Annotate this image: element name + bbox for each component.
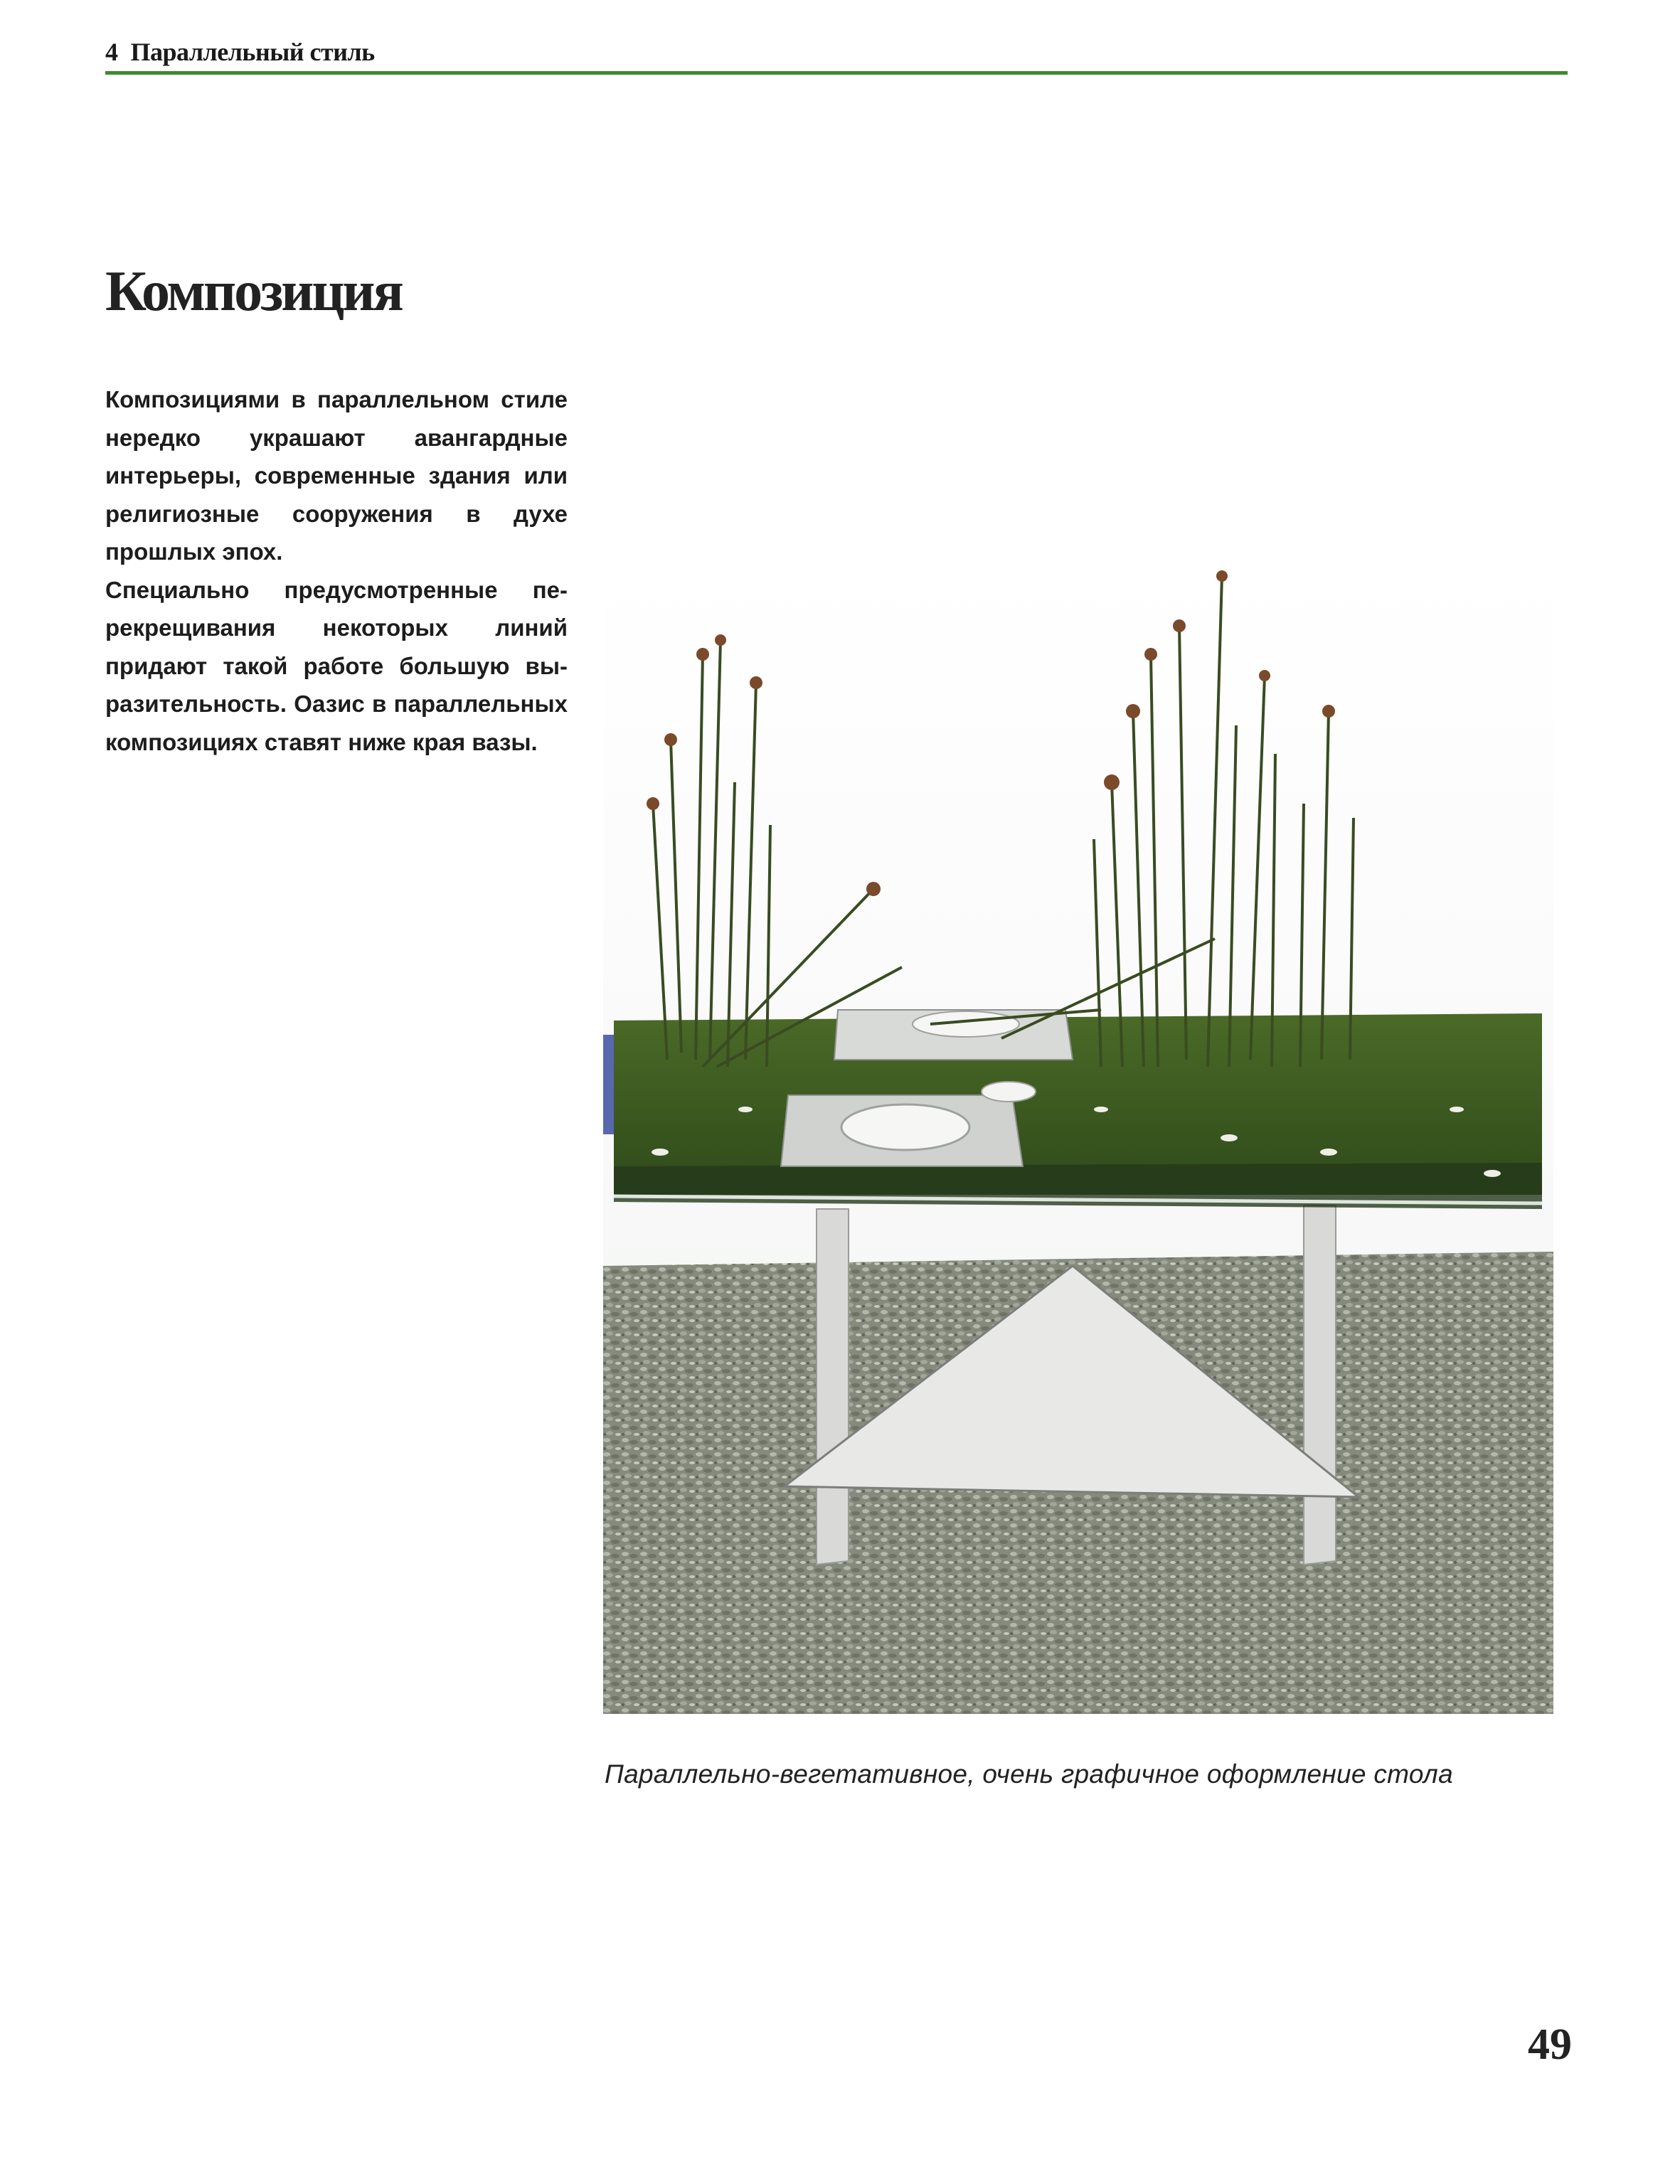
chapter-title: Параллельный стиль xyxy=(130,38,375,66)
plate-back xyxy=(913,1011,1019,1037)
table-leg-right xyxy=(1304,1205,1336,1565)
body-paragraph: Композициями в параллельном стиле нередко украшают авангардные интерьеры, современные здания или религиозные сооружения в духе прошлых эпох. xyxy=(105,386,568,565)
body-text xyxy=(105,380,568,761)
chapter-number: 4 xyxy=(105,38,118,66)
plate-front xyxy=(841,1104,969,1150)
table-arrangement-photo xyxy=(603,569,1553,1714)
figure-caption: Параллельно-вегетативное, очень графичное оформление стола xyxy=(605,1759,1453,1789)
body-paragraph: Специально предусмотренные перекрещивания некоторых линий придают такой работе большую выразительность. Оазис в параллельных композициях ставят ниже края вазы. xyxy=(105,576,568,755)
cup-front xyxy=(982,1082,1036,1102)
page-number: 49 xyxy=(1528,2020,1572,2069)
table-leg-left xyxy=(817,1209,849,1565)
running-head xyxy=(105,36,1568,75)
section-heading: Композиция xyxy=(105,260,402,323)
